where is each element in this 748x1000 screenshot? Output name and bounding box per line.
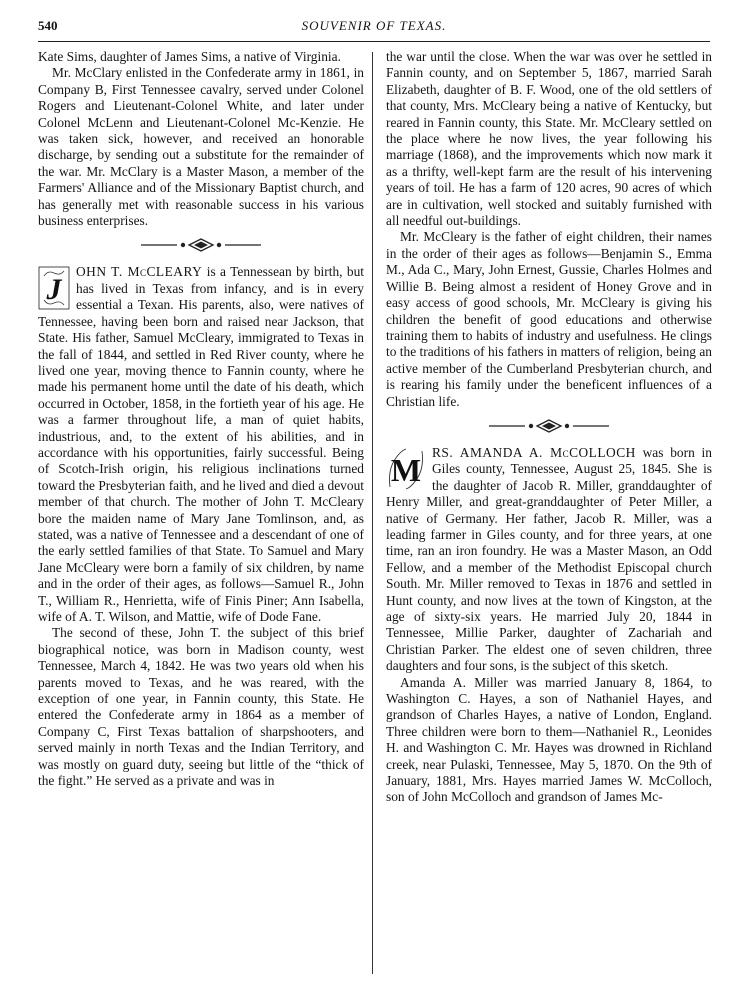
- biography-name: RS. AMANDA A. McCOLLOCH: [432, 444, 636, 460]
- biography-name: OHN T. McCLEARY: [76, 264, 203, 280]
- biography-text: was born in Giles county, Tennessee, August 25, 1845. She is the daughter of Jacob R. Miller, granddaughter of Henry Miller, and great-granddaughter of Peter Miller, a native of Germany. Her father, Jacob R. Miller, was a leading farmer in Giles county, and for three years, at one time, ran an iron foundry. He was a Master Mason, an Odd Fellow, and a member of the Methodist Episcopal church South. Mr. Miller removed to Texas in 1876 and settled in Hunt county, and now lives at the town of Kingston, at the age of sixty-six years. He married July 20, 1844 in Tennessee, Millie Parker, daughter of Zachariah and Christian Parker. The eldest one of seven children, three daughters and four sons, is the subject of this sketch.: [386, 444, 712, 674]
- drop-cap-letter: J: [46, 273, 62, 307]
- header-rule: [38, 41, 710, 42]
- paragraph: Mr. McClary enlisted in the Confederate army in 1861, in Company B, First Tennessee cavalry, served under Colonel Rogers and Lieutenant-Colonel White, and later under Colonel McLenn and Lieutenant-Colonel Mc-Kenzie. He was taken sick, however, and received an honorable discharge, by sending out a substitute for the remainder of the war. Mr. McClary is a Master Mason, a member of the Farmers' Alliance and of the Missionary Baptist church, and has generally met with reasonable success in his various business enterprises.: [38, 65, 364, 229]
- biography-paragraph: [386, 445, 712, 675]
- paragraph: The second of these, John T. the subject of this brief biographical notice, was born in Madison county, west Tennessee, March 4, 1842. He was two years old when his parents moved to Texas, and he was reared, with the exception of one year, in Fannin county, this State. He entered the Confederate army in 1864 as a member of Company C, First Texas battalion of sharpshooters, and served mainly in north Texas and the Indian Territory, and was mostly on guard duty, seeing but little of the “thick of the fight.” He served as a private and was in: [38, 625, 364, 789]
- paragraph: Amanda A. Miller was married January 8, 1864, to Washington C. Hayes, a son of Nathaniel Hayes, and grandson of Charles Hayes, a native of London, England. Three children were born to them—Nathaniel R., Leonides H. and Washington C. Mr. Hayes was drowned in Richland creek, near Pulaski, Tennessee, May 5, 1870. On the 9th of January, 1881, Mrs. Hayes married James W. McColloch, son of John McColloch and grandson of James Mc-: [386, 674, 712, 805]
- page-number: 540: [38, 18, 58, 33]
- right-column: [386, 49, 712, 806]
- biography-paragraph: [38, 264, 364, 625]
- paragraph: Kate Sims, daughter of James Sims, a native of Virginia.: [38, 49, 341, 64]
- section-ornament: [38, 238, 364, 252]
- running-title: SOUVENIR OF TEXAS.: [301, 18, 447, 33]
- drop-cap-m-icon: [386, 447, 426, 491]
- biography-text: is a Tennessean by birth, but has lived in Texas from infancy, and is in every essential a Texan. His parents, also, were natives of Tennessee, having been born and raised near Jackson, that State. His father, Samuel McCleary, immigrated to Texas in the fall of 1844, and settled in Red River county, where he lived one year, moving thence to Fannin county, where he made his permanent home until the date of his death, which occurred in October, 1858, in the fortieth year of his age. He was a farmer throughout life, a man of quiet habits, industrious, and, to the extent of his abilities, and in accordance with his opportunities, fairly successful. Being of Scotch-Irish origin, his religious inclinations turned toward the Presbyterian faith, and he lived and died a devout member of that church. The mother of John T. McCleary bore the maiden name of Mary Jane Tomlinson, and, as stated, was a native of Tennessee and a descendant of one of the early settled families of that State. To Samuel and Mary Jane McCleary were born a family of six children, by name and in the order of their ages, as follows—Samuel R., John T., William R., Henrietta, wife of Finis Piner; Ann Isabella, wife of A. T. Wilson, and Mattie, wife of Dode Fane.: [38, 264, 364, 624]
- drop-cap-letter: M: [390, 451, 422, 488]
- ornament-icon: [487, 419, 611, 433]
- paragraph: the war until the close. When the war was over he settled in Fannin county, and on September 5, 1867, married Sarah Elizabeth, daughter of B. F. Wood, one of the old settlers of that county, Mrs. McCleary being a native of Kentucky, but reared in Fannin county, this State. Mr. McCleary settled on the place where he now lives, the year following his marriage (1868), and the improvements which now mark it as a thrifty, well-kept farm are the result of his intervening years of toil. He has a farm of 120 acres, 90 acres of which are in cultivation, well stocked and suitably furnished with all needful out-buildings.: [386, 49, 712, 229]
- left-column: [38, 49, 364, 789]
- paragraph: Mr. McCleary is the father of eight children, their names in the order of their ages as follows—Benjamin S., Emma M., Ada C., Mary, John Ernest, Gussie, Charles Holmes and Willie B. Being almost a resident of Honey Grove and in easy access of good schools, Mr. McCleary is giving his children the benefit of good educations and otherwise training them to habits of industry and usefulness. He clings to the traditions of his fathers in matters of religion, being an active member of the Cumberland Presbyterian church, and is rearing his family under the beneficent influences of a Christian life.: [386, 229, 712, 409]
- page-header: [38, 18, 710, 38]
- column-divider: [372, 52, 373, 974]
- section-ornament: [386, 419, 712, 433]
- drop-cap-j-icon: [38, 266, 70, 310]
- ornament-icon: [139, 238, 263, 252]
